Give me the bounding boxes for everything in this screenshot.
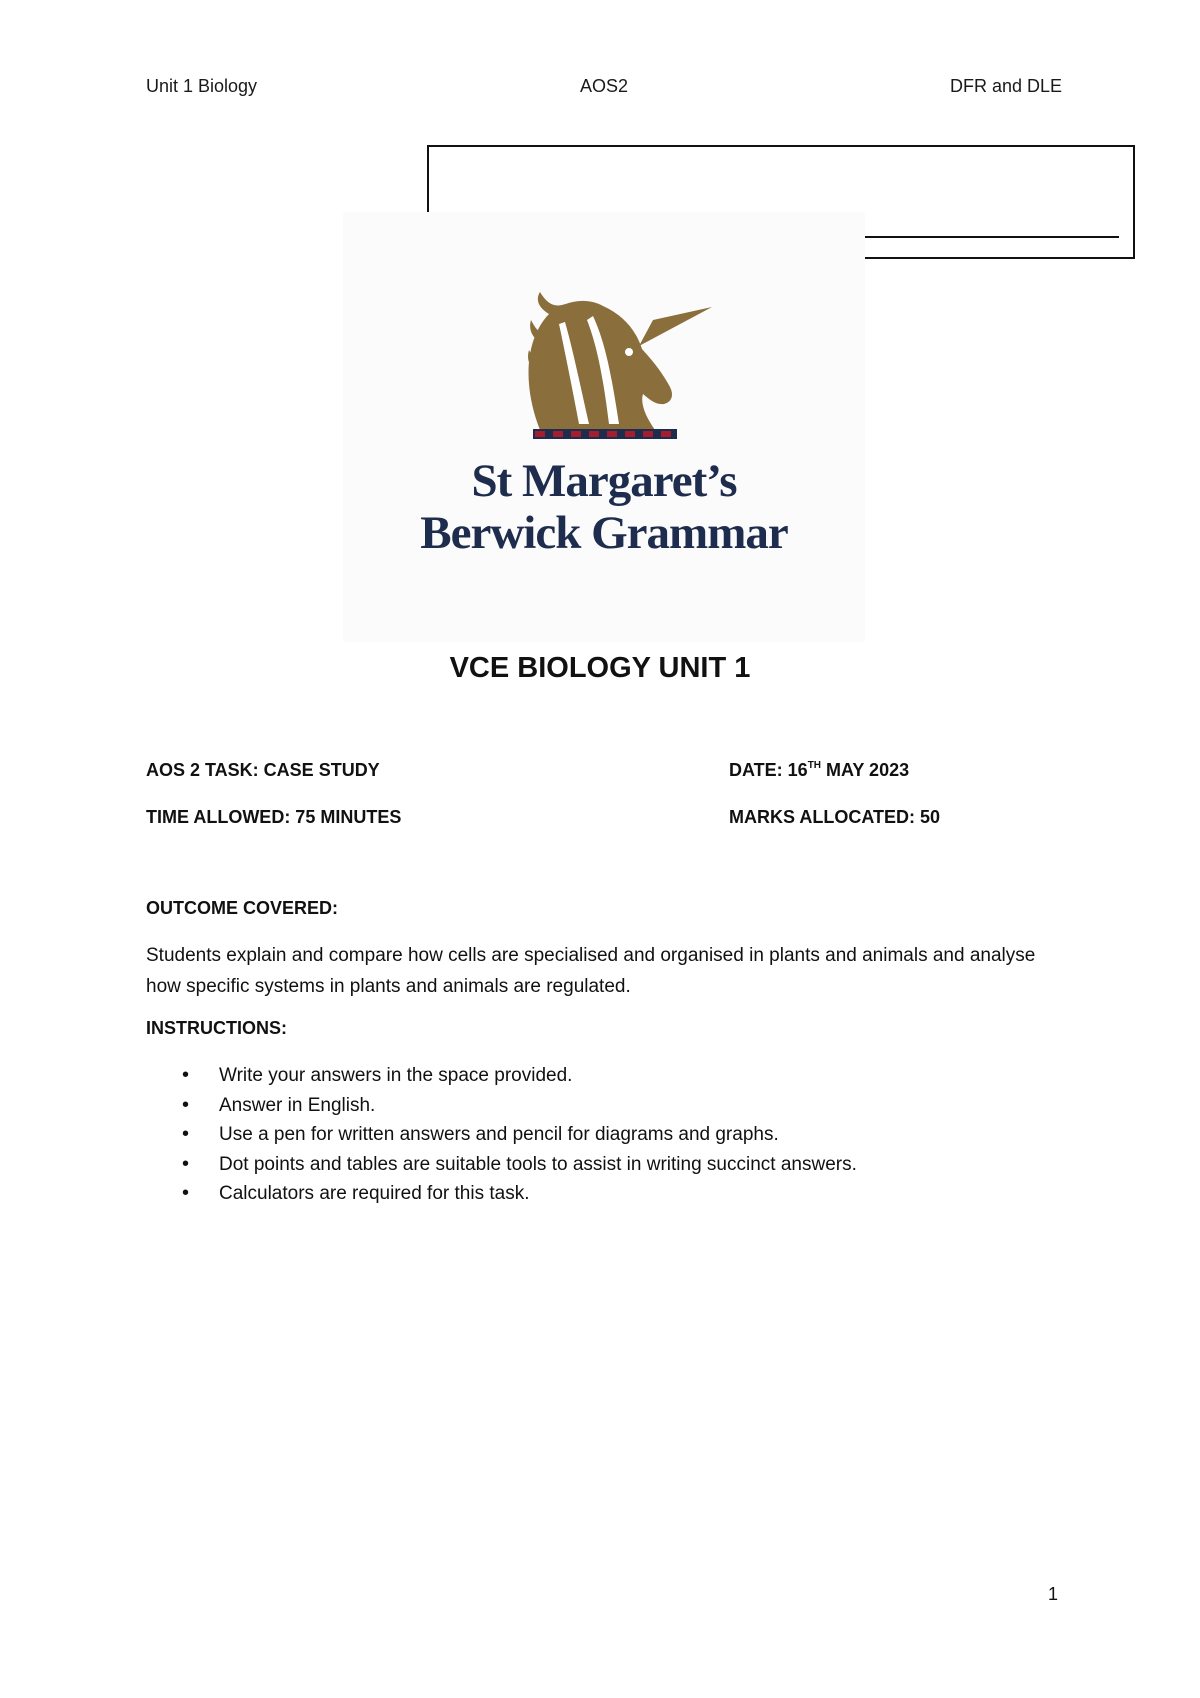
outcome-text: Students explain and compare how cells are specialised and organised in plants and animals and analyse how specific systems in plants and animals are regulated. [146, 945, 1036, 997]
outcome-heading: OUTCOME COVERED: [146, 898, 339, 918]
list-item: • Use a pen for written answers and pencil for diagrams and graphs. [146, 1120, 1046, 1150]
time-field: TIME ALLOWED: 75 MINUTES [146, 807, 402, 827]
logo-text-line1: St Margaret’s [471, 455, 737, 507]
date-field [729, 760, 909, 781]
marks-field: MARKS ALLOCATED: 50 [729, 807, 940, 827]
header-left-text: Unit 1 Biology [146, 76, 258, 96]
list-item: • Calculators are required for this task. [146, 1179, 1046, 1209]
list-item: • Write your answers in the space provided. [146, 1061, 1046, 1091]
date-prefix: DATE: 16 [729, 760, 808, 780]
instructions-list [146, 1061, 1046, 1209]
header-center-text: AOS2 [580, 76, 629, 96]
header-right-text: DFR and DLE [950, 76, 1063, 96]
list-item: • Dot points and tables are suitable tools to assist in writing succinct answers. [146, 1150, 1046, 1180]
task-field: AOS 2 TASK: CASE STUDY [146, 760, 380, 780]
school-logo [343, 212, 865, 642]
list-item: • Answer in English. [146, 1091, 1046, 1121]
instructions-heading: INSTRUCTIONS: [146, 1018, 287, 1038]
horn-shape [639, 307, 712, 346]
date-suffix: MAY 2023 [821, 760, 910, 780]
date-superscript: TH [807, 760, 822, 771]
document-title: VCE BIOLOGY UNIT 1 [449, 652, 751, 684]
page-number: 1 [1048, 1584, 1059, 1604]
unicorn-crest-icon [343, 212, 865, 452]
logo-text-line2: Berwick Grammar [420, 507, 788, 559]
